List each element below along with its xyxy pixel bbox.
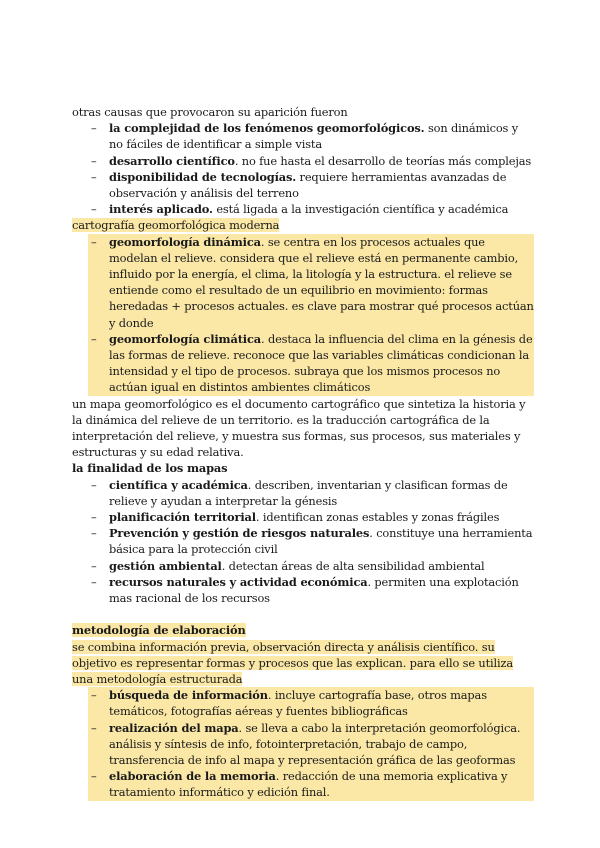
- definition-paragraph: un mapa geomorfológico es el documento cartográfico que sintetiza la historia y la dinámica del relieve de un territorio. es la traducción cartográfica de la interpretación del relieve, y muestra sus formas, sus procesos, sus materiales y estructuras y su edad relativa.: [72, 396, 526, 460]
- list-item: – geomorfología climática. destaca la influencia del clima en la génesis de las formas de relieve. reconoce que las variables climáticas condicionan la intensidad y el tipo de procesos. subraya que los mismos procesos no actúan igual en distintos ambientes climáticos: [88, 331, 534, 396]
- list-item: – Prevención y gestión de riesgos naturales. constituye una herramienta básica para la protección civil: [72, 525, 534, 557]
- intro-line: otras causas que provocaron su aparición fueron: [72, 105, 348, 119]
- list-item: – la complejidad de los fenómenos geomorfológicos. son dinámicos y no fáciles de identificar a simple vista: [72, 120, 534, 152]
- method-paragraph: se combina información previa, observación directa y análisis científico. su objetivo es representar formas y procesos que las explican. para ello se utiliza una metodología estructurada: [72, 639, 513, 686]
- list-item: – búsqueda de información. incluye cartografía base, otros mapas temáticos, fotografías aéreas y fuentes bibliográficas: [88, 687, 534, 719]
- list-item: – disponibilidad de tecnologías. requiere herramientas avanzadas de observación y análisis del terreno: [72, 169, 534, 201]
- list-item: – recursos naturales y actividad económica. permiten una explotación mas racional de los recursos: [72, 574, 534, 606]
- list-item: – científica y académica. describen, inventarian y clasifican formas de relieve y ayudan a interpretar la génesis: [72, 477, 534, 509]
- spacer: [72, 606, 534, 622]
- section-heading-modern: cartografía geomorfológica moderna: [72, 218, 280, 233]
- list-item: – desarrollo científico. no fue hasta el desarrollo de teorías más complejas: [72, 153, 534, 169]
- list-item: – planificación territorial. identifican zonas estables y zonas frágiles: [72, 509, 534, 525]
- list-item: – interés aplicado. está ligada a la investigación científica y académica: [72, 201, 534, 217]
- list-item: – elaboración de la memoria. redacción de una memoria explicativa y tratamiento informático y edición final.: [88, 768, 534, 800]
- list-item: – geomorfología dinámica. se centra en los procesos actuales que modelan el relieve. considera que el relieve está en permanente cambio, influido por la energía, el clima, la litología y la estructura. el relieve se entiende como el resultado de un equilibrio en movimiento: formas heredadas + procesos actuales. es clave para mostrar qué procesos actúan y donde: [88, 234, 534, 331]
- list-item: – gestión ambiental. detectan áreas de alta sensibilidad ambiental: [72, 558, 534, 574]
- section-heading-purpose: la finalidad de los mapas: [72, 461, 228, 476]
- notes-content: [72, 104, 534, 801]
- causes-list: [72, 120, 534, 217]
- purpose-list: [72, 477, 534, 607]
- method-list: [72, 687, 534, 800]
- modern-list: [72, 234, 534, 396]
- list-item: – realización del mapa. se lleva a cabo la interpretación geomorfológica. análisis y síntesis de info, fotointerpretación, trabajo de campo, transferencia de info al mapa y representación gráfica de las geoformas: [88, 720, 534, 769]
- section-heading-method: metodología de elaboración: [72, 623, 246, 638]
